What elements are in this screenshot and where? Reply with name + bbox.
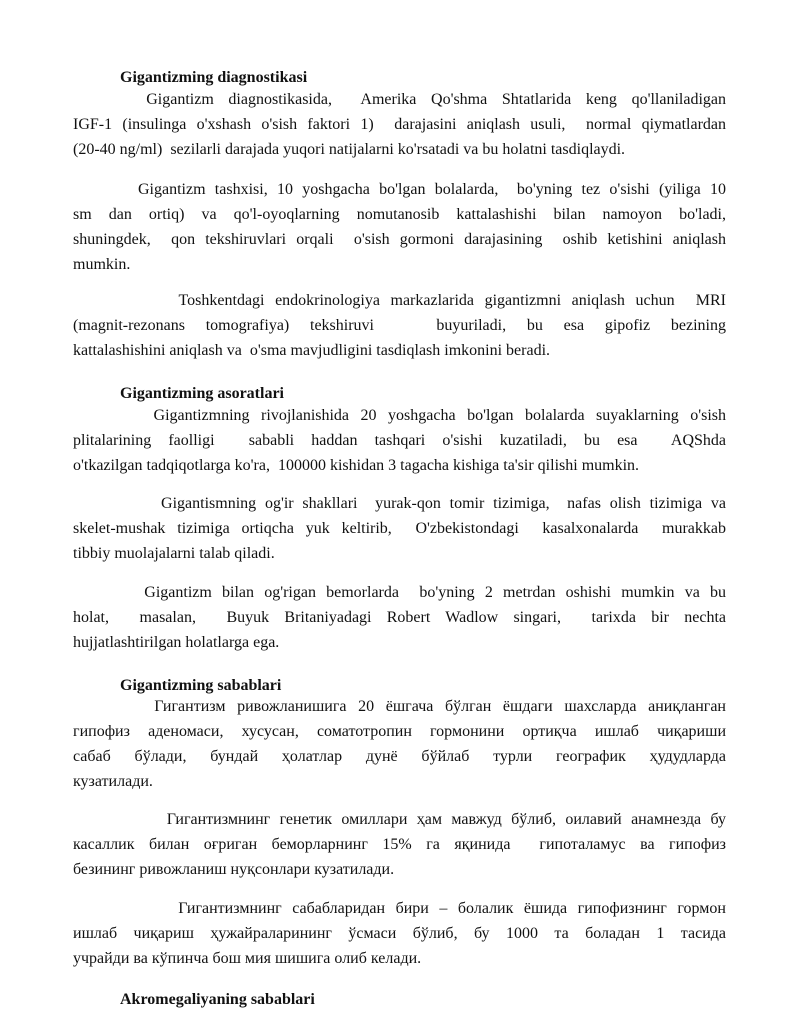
text-line: Toshkentdagi endokrinologiya markazlarida gigantizmni aniqlash uchun MRI: [73, 292, 726, 309]
text-line: Гигантизмнинг сабабларидан бири – болалик ёшида гипофизнинг гормон: [73, 900, 726, 917]
text-line: Gigantizm bilan og'rigan bemorlarda bo'yning 2 metrdan oshishi mumkin va bu: [73, 584, 726, 601]
text-line: Gigantizm diagnostikasida, Amerika Qo'shma Shtatlarida keng qo'llaniladigan: [73, 91, 726, 108]
text-line: mumkin.: [73, 256, 131, 273]
text-line: (magnit-rezonans tomografiya) tekshiruvi buyuriladi, bu esa gipofiz bezining: [73, 317, 726, 334]
text-line: Gigantizm tashxisi, 10 yoshgacha bo'lgan bolalarda, bo'yning tez o'sishi (yiliga 10: [73, 181, 726, 198]
paragraph-causes-3: [73, 896, 726, 971]
paragraph-causes-1: [73, 694, 726, 794]
text-line: plitalarining faolligi sababli haddan tashqari o'sishi kuzatiladi, bu esa AQShda: [73, 432, 726, 449]
text-line: Гигантизмнинг генетик омиллари ҳам мавжуд бўлиб, оилавий анамнезда бу: [73, 811, 726, 828]
section-heading-diagnostics: Gigantizming diagnostikasi: [120, 69, 308, 86]
text-line: безининг ривожланиш нуқсонлари кузатилади.: [73, 861, 395, 878]
text-line: sm dan ortiq) va qo'l-oyoqlarning nomutanosib kattalashishi bilan namoyon bo'ladi,: [73, 206, 726, 223]
paragraph-causes-2: [73, 807, 726, 882]
text-line: holat, masalan, Buyuk Britaniyadagi Robert Wadlow singari, tarixda bir nechta: [73, 609, 726, 626]
section-heading-complications: Gigantizming asoratlari: [120, 385, 284, 402]
text-line: o'tkazilgan tadqiqotlarga ko'ra, 100000 kishidan 3 tagacha kishiga ta'sir qilishi mumkin.: [73, 457, 640, 474]
text-line: касаллик билан оғриган беморларнинг 15% га яқинида гипоталамус ва гипофиз: [73, 836, 726, 853]
paragraph-diagnostics-2: [73, 177, 726, 277]
text-line: сабаб бўлади, бундай ҳолатлар дунё бўйлаб турли географик ҳудудларда: [73, 748, 726, 765]
text-line: shuningdek, qon tekshiruvlari orqali o'sish gormoni darajasining oshib ketishini aniqlash: [73, 231, 726, 248]
section-heading-acromegaly-causes: Akromegaliyaning sabablari: [120, 991, 315, 1008]
text-line: (20-40 ng/ml) sezilarli darajada yuqori natijalarni ko'rsatadi va bu holatni tasdiqlaydi.: [73, 141, 626, 158]
paragraph-diagnostics-3: [73, 288, 726, 363]
text-line: kattalashishini aniqlash va o'sma mavjudligini tasdiqlash imkonini beradi.: [73, 342, 551, 359]
text-line: Gigantismning og'ir shakllari yurak-qon tomir tizimiga, nafas olish tizimiga va: [73, 495, 726, 512]
paragraph-complications-1: [73, 403, 726, 478]
text-line: гипофиз аденомаси, хусусан, соматотропин гормонини ортиқча ишлаб чиқариши: [73, 723, 726, 740]
text-line: кузатилади.: [73, 773, 153, 790]
text-line: tibbiy muolajalarni talab qiladi.: [73, 545, 275, 562]
paragraph-complications-2: [73, 491, 726, 566]
paragraph-diagnostics-1: [73, 87, 726, 162]
paragraph-complications-3: [73, 580, 726, 655]
text-line: ишлаб чиқариш ҳужайраларининг ўсмаси бўлиб, бу 1000 та боладан 1 тасида: [73, 925, 726, 942]
section-heading-causes: Gigantizming sabablari: [120, 677, 282, 694]
text-line: hujjatlashtirilgan holatlarga ega.: [73, 634, 280, 651]
text-line: IGF-1 (insulinga o'xshash o'sish faktori 1) darajasini aniqlash usuli, normal qiymatlardan: [73, 116, 726, 133]
text-line: Gigantizmning rivojlanishida 20 yoshgacha bo'lgan bolalarda suyaklarning o'sish: [73, 407, 726, 424]
text-line: Гигантизм ривожланишига 20 ёшгача бўлган ёшдаги шахсларда аниқланган: [73, 698, 726, 715]
text-line: учрайди ва кўпинча бош мия шишига олиб келади.: [73, 950, 422, 967]
text-line: skelet-mushak tizimiga ortiqcha yuk keltirib, O'zbekistondagi kasalxonalarda murakkab: [73, 520, 726, 537]
